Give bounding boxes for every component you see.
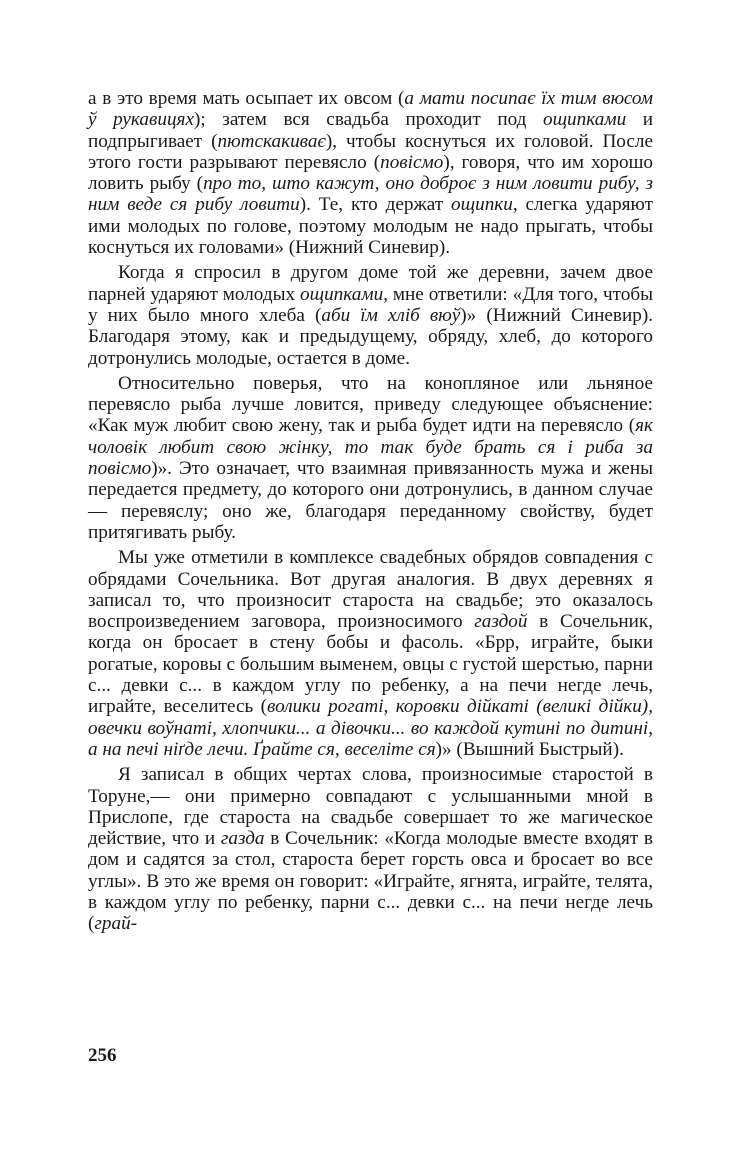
page-number: 256	[88, 1045, 117, 1066]
italic-quote-text: волики рогаті, коровки дійкаті (великі дійки), овечки воўнаті, хлопчики... а дівочки... во каждой кутині по дитині, а на печі ніґде лечи. Ґрайте ся, веселіте ся	[88, 696, 653, 760]
italic-quote-text: пютскакиває	[217, 130, 326, 152]
page-text	[88, 88, 653, 935]
body-text: )» (Нижний Синевир). Благодаря этому, как и предыдущему, обряду, хлеб, до которого дотронулись молодые, остается в доме.	[88, 304, 654, 369]
body-text: )». Это означает, что взаимная привязанность мужа и жены передается предмету, до которого они дотронулись, в данном случае — перевяслу; оно же, благодаря переданному свойству, будет притягивать рыбу.	[88, 458, 653, 543]
body-text: ). Те, кто держат	[299, 194, 452, 216]
body-text: в Сочельник: «Когда молодые вместе входят в дом и садятся за стол, староста берет горсть овса и бросает во все углы». В это же время он говорит: «Играйте, ягнята, играйте, телята, в каждом углу по ребенку, парни с... девки с... на печи негде лечь (	[88, 828, 653, 935]
italic-quote-text: про то, што кажут, оно доброє з ним ловити рибу, з ним веде ся рибу ловити	[88, 173, 653, 216]
italic-quote-text: ощипками	[542, 109, 627, 131]
body-text: )» (Вышний Быстрый).	[435, 738, 624, 760]
body-text: ), говоря, что им хорошо ловить рыбу (	[88, 151, 653, 195]
body-text: Относительно поверья, что на конопляное или льняное перевясло рыба лучше ловится, приведу следующее объяснение: «Как муж любит свою жену, так и рыба будет идти на перевясло (	[88, 372, 653, 437]
italic-quote-text: як чоловік любит свою жінку, то так буде брать ся і риба за повісмо	[88, 415, 653, 480]
italic-quote-text: аби їм хліб вюў	[321, 304, 461, 326]
paragraph-2	[88, 262, 653, 368]
body-text: Мы уже отметили в комплексе свадебных обрядов совпадения с обрядами Сочельника. Вот другая аналогия. В двух деревнях я записал то, что произносит староста на свадьбе; это оказалось воспроизведением заговора, произносимого	[88, 547, 653, 633]
italic-quote-text: ощипками	[300, 283, 384, 305]
body-text: , слегка ударяют ими молодых по голове, поэтому молодым не надо прыгать, чтобы коснуться их головами» (Нижний Синевир).	[88, 194, 653, 259]
italic-quote-text: грай-	[94, 913, 138, 935]
body-text: ), чтобы коснуться их головой. После этого гости разрывают перевясло (	[88, 130, 653, 173]
paragraph-3	[88, 373, 653, 543]
italic-quote-text: а мати посипає їх тим вюсом ў рукавицях	[88, 88, 654, 131]
body-text: а в это время мать осыпает их овсом (	[88, 88, 405, 109]
paragraph-1	[88, 88, 653, 258]
body-text: и подпрыгивает (	[88, 109, 653, 152]
paragraph-4	[88, 547, 653, 760]
body-text: в Сочельник, когда он бросает в стену бобы и фасоль. «Брр, играйте, быки рогатые, коровы с большим выменем, овцы с густой шерстью, парни с... девки с... в каждом углу по ребенку, а на печи негде лечь, играйте, веселитесь (	[88, 611, 653, 718]
body-text: Я записал в общих чертах слова, произносимые старостой в Торуне,— они примерно совпадают с услышанными мной в Прислопе, где староста на свадьбе совершает то же магическое действие, что и	[88, 764, 653, 850]
body-text: ); затем вся свадьба проходит под	[193, 109, 543, 131]
italic-quote-text: повісмо	[380, 151, 444, 173]
italic-quote-text: газда	[220, 828, 265, 850]
body-text: , мне ответили: «Для того, чтобы у них было много хлеба (	[88, 283, 653, 326]
italic-quote-text: ощипки	[451, 194, 513, 216]
paragraph-5	[88, 764, 653, 934]
body-text: Когда я спросил в другом доме той же деревни, зачем двое парней ударяют молодых	[88, 262, 653, 305]
italic-quote-text: газдой	[474, 611, 528, 633]
